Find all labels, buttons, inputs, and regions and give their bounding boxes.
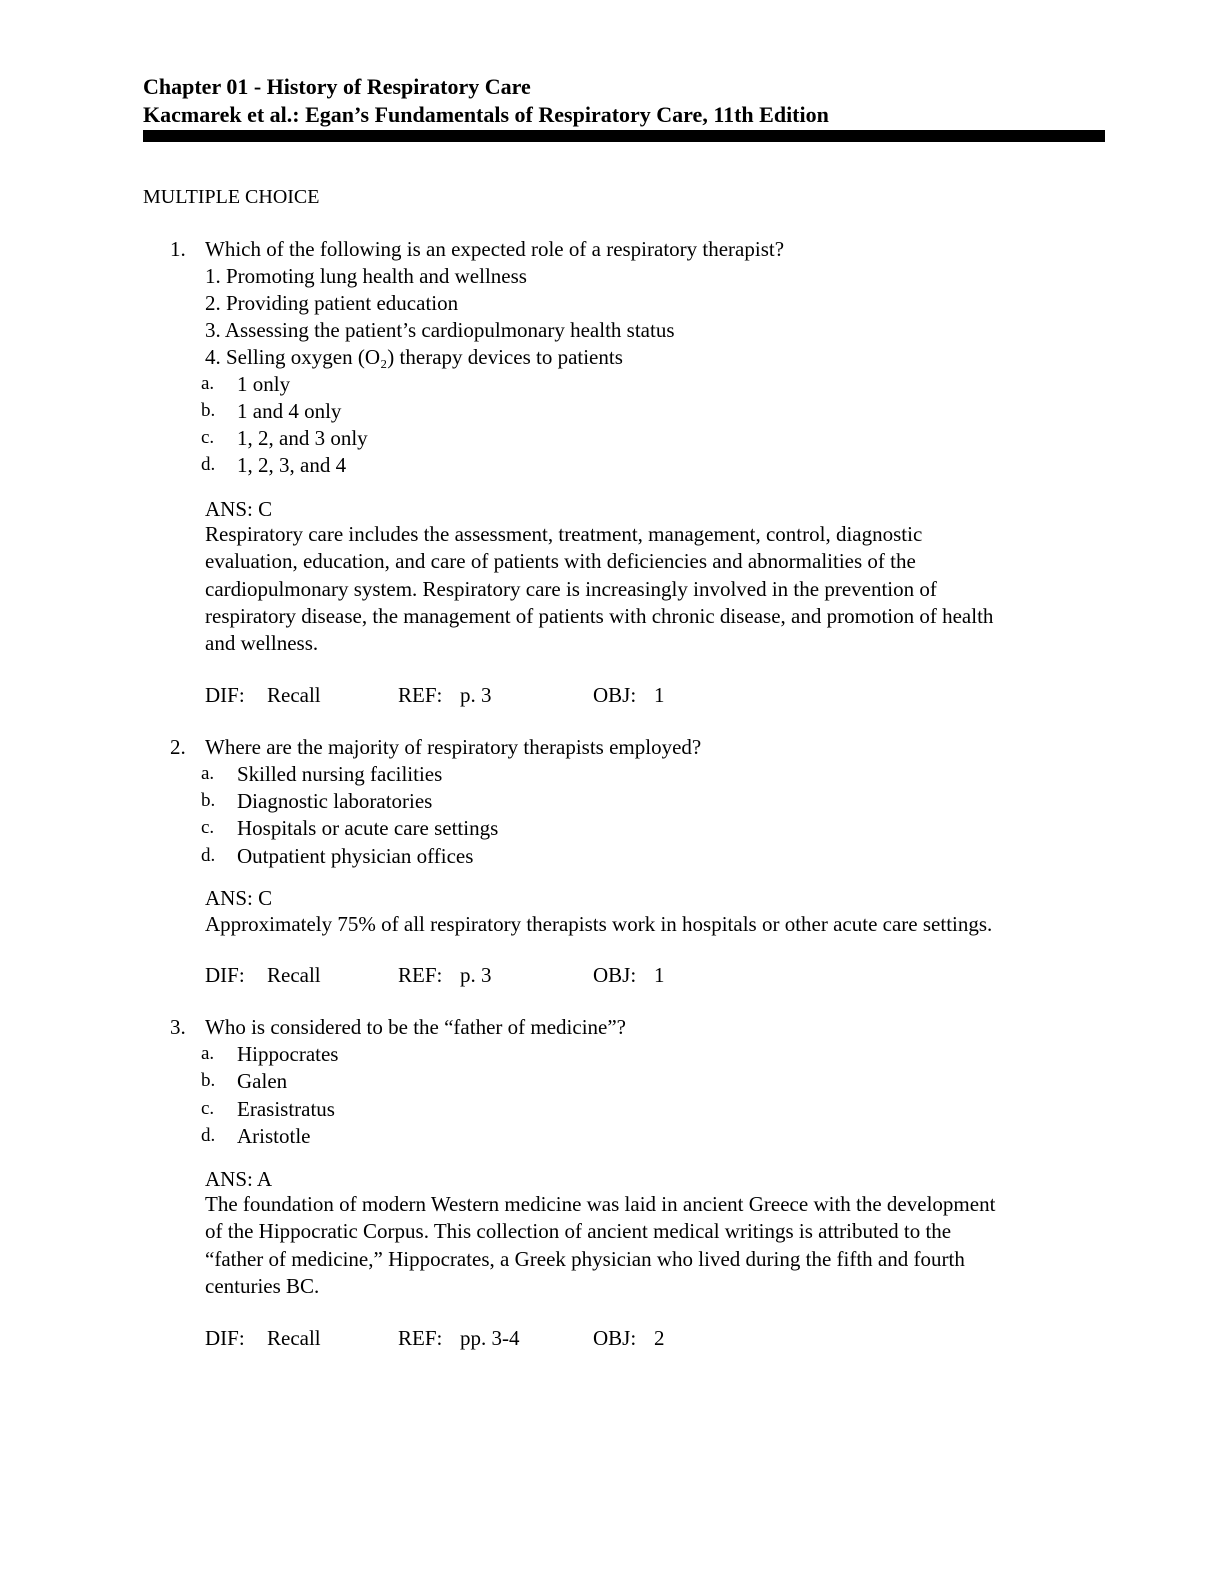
option-text: Hippocrates bbox=[237, 1042, 339, 1066]
option-text: 1, 2, and 3 only bbox=[237, 426, 368, 450]
obj-label: OBJ: bbox=[593, 1326, 637, 1350]
option-text: 1 and 4 only bbox=[237, 399, 342, 423]
option-letter: a. bbox=[201, 763, 215, 784]
option-letter: a. bbox=[201, 373, 215, 394]
ref-value: p. 3 bbox=[460, 683, 492, 707]
option-letter: d. bbox=[201, 454, 216, 475]
obj-label: OBJ: bbox=[593, 963, 637, 987]
option-letter: c. bbox=[201, 817, 215, 838]
rationale bbox=[205, 911, 1105, 938]
statement: 1. Promoting lung health and wellness bbox=[205, 264, 527, 288]
book-title: Kacmarek et al.: Egan’s Fundamentals of Respiratory Care, 11th Edition bbox=[143, 102, 829, 127]
question-number: 3. bbox=[170, 1015, 186, 1039]
rationale-line: “father of medicine,” Hippocrates, a Greek physician who lived during the fifth and fourth bbox=[205, 1246, 965, 1271]
obj-value: 2 bbox=[654, 1326, 665, 1350]
question-text: Which of the following is an expected role of a respiratory therapist? bbox=[205, 237, 785, 261]
rationale-line: evaluation, education, and care of patients with deficiencies and abnormalities of the bbox=[205, 549, 916, 574]
rationale-line: respiratory disease, the management of patients with chronic disease, and promotion of health bbox=[205, 603, 994, 628]
statement: 3. Assessing the patient’s cardiopulmonary health status bbox=[205, 318, 675, 342]
option-text: Aristotle bbox=[237, 1124, 311, 1148]
question-number: 1. bbox=[170, 237, 186, 261]
option-text: Outpatient physician offices bbox=[237, 844, 474, 868]
option-text: Erasistratus bbox=[237, 1097, 335, 1121]
option-text: Skilled nursing facilities bbox=[237, 762, 443, 786]
rationale-line: Approximately 75% of all respiratory therapists work in hospitals or other acute care settings. bbox=[205, 912, 993, 936]
ref-label: REF: bbox=[398, 1326, 443, 1350]
option-text: 1 only bbox=[237, 372, 291, 396]
rationale bbox=[205, 521, 1105, 657]
obj-label: OBJ: bbox=[593, 683, 637, 707]
rationale-line: and wellness. bbox=[205, 631, 319, 656]
option-text: Diagnostic laboratories bbox=[237, 789, 433, 813]
statement: 2. Providing patient education bbox=[205, 291, 459, 315]
dif-value: Recall bbox=[267, 683, 321, 707]
option-letter: b. bbox=[201, 400, 216, 421]
ref-label: REF: bbox=[398, 683, 443, 707]
rationale-line: cardiopulmonary system. Respiratory care is increasingly involved in the prevention of bbox=[205, 576, 937, 601]
chapter-title: Chapter 01 - History of Respiratory Care bbox=[143, 74, 531, 99]
question-number: 2. bbox=[170, 735, 186, 759]
answer-label: ANS: C bbox=[205, 497, 273, 521]
option-letter: c. bbox=[201, 427, 215, 448]
ref-value: p. 3 bbox=[460, 963, 492, 987]
option-letter: b. bbox=[201, 790, 216, 811]
header-rule bbox=[143, 130, 1105, 142]
ref-label: REF: bbox=[398, 963, 443, 987]
rationale-line: The foundation of modern Western medicine was laid in ancient Greece with the development bbox=[205, 1192, 996, 1216]
question-text: Who is considered to be the “father of medicine”? bbox=[205, 1015, 626, 1039]
question-text: Where are the majority of respiratory therapists employed? bbox=[205, 735, 702, 759]
option-letter: d. bbox=[201, 1125, 216, 1146]
rationale-line: of the Hippocratic Corpus. This collection of ancient medical writings is attributed to the bbox=[205, 1219, 952, 1244]
ref-value: pp. 3-4 bbox=[460, 1326, 520, 1350]
answer-label: ANS: A bbox=[205, 1167, 273, 1191]
obj-value: 1 bbox=[654, 963, 665, 987]
section-title: MULTIPLE CHOICE bbox=[143, 186, 320, 208]
rationale-line: centuries BC. bbox=[205, 1273, 320, 1298]
dif-label: DIF: bbox=[205, 963, 245, 987]
answer-label: ANS: C bbox=[205, 886, 273, 910]
dif-value: Recall bbox=[267, 1326, 321, 1350]
option-letter: a. bbox=[201, 1043, 215, 1064]
option-text: Hospitals or acute care settings bbox=[237, 816, 499, 840]
statement: 4. Selling oxygen (O₂) therapy devices to patients bbox=[205, 345, 623, 369]
rationale bbox=[205, 1191, 1105, 1300]
dif-label: DIF: bbox=[205, 1326, 245, 1350]
option-letter: b. bbox=[201, 1070, 216, 1091]
rationale-line: Respiratory care includes the assessment, treatment, management, control, diagnostic bbox=[205, 522, 923, 546]
dif-label: DIF: bbox=[205, 683, 245, 707]
dif-value: Recall bbox=[267, 963, 321, 987]
option-text: 1, 2, 3, and 4 bbox=[237, 453, 347, 477]
obj-value: 1 bbox=[654, 683, 665, 707]
option-letter: c. bbox=[201, 1098, 215, 1119]
option-text: Galen bbox=[237, 1069, 288, 1093]
option-letter: d. bbox=[201, 845, 216, 866]
